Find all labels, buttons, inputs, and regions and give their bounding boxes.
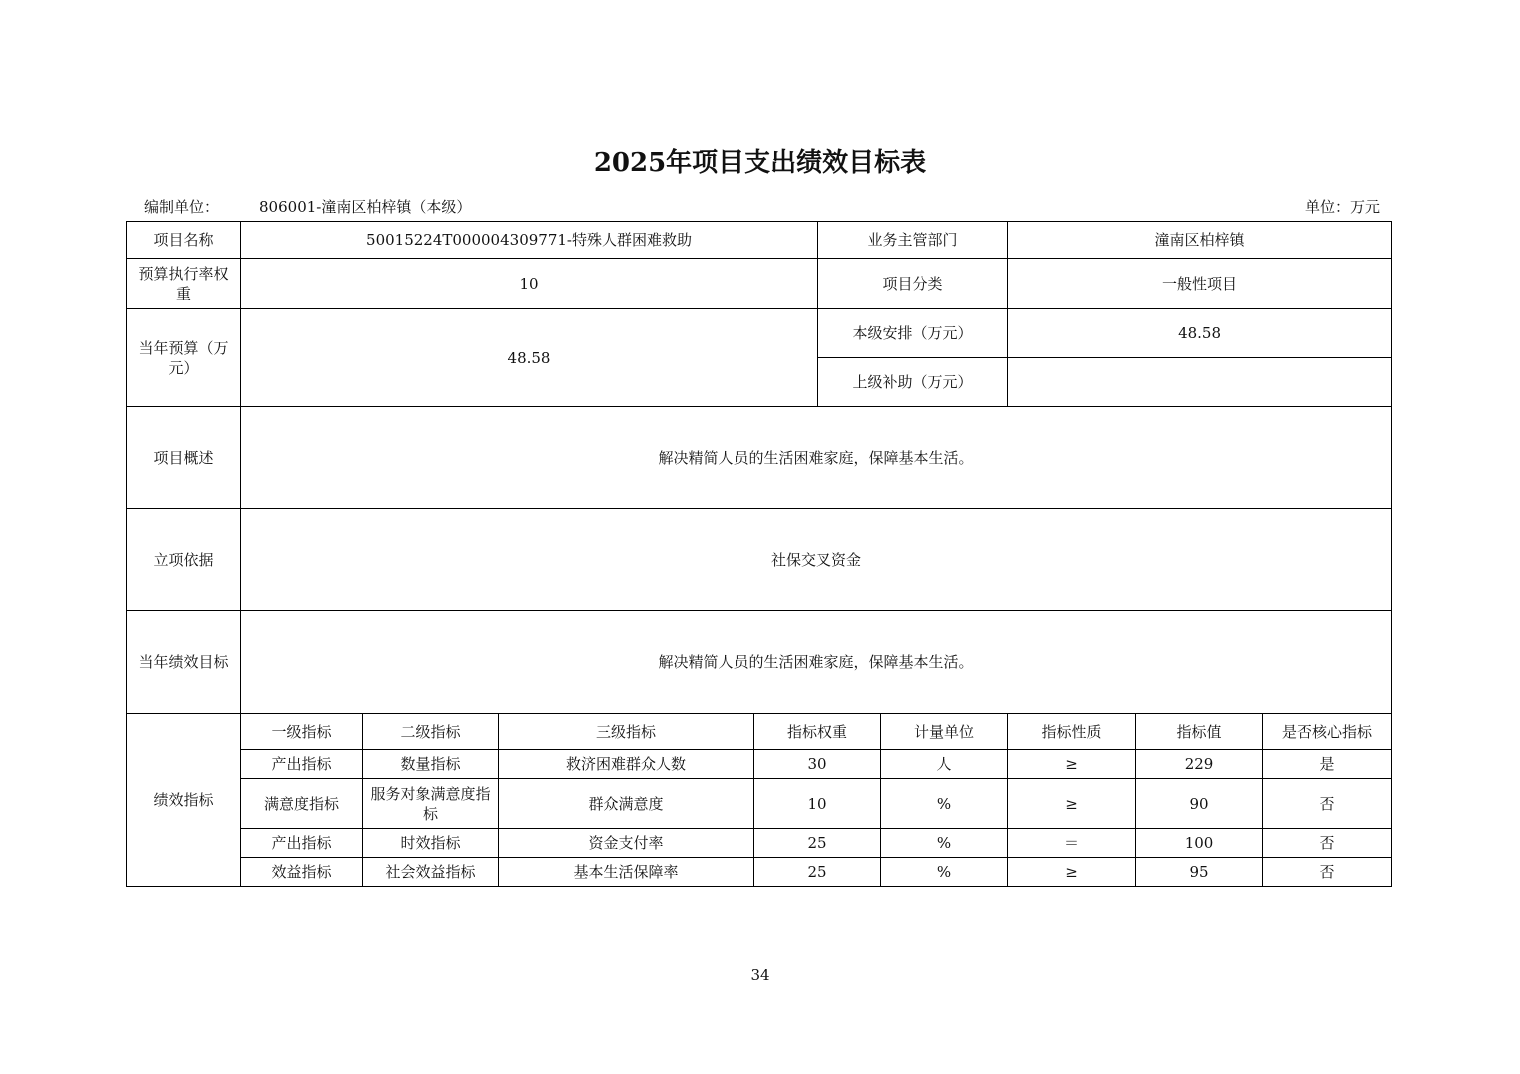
prepared-by-value: 806001-潼南区柏梓镇（本级）: [259, 198, 472, 216]
budget-value: 48.58: [241, 309, 818, 407]
perf-cell: ≥: [1008, 858, 1136, 887]
perf-cell: 否: [1263, 829, 1392, 858]
currency-unit: 单位：万元: [1304, 198, 1380, 216]
perf-cell: 人: [881, 750, 1008, 779]
perf-cell: 产出指标: [241, 829, 363, 858]
table-row: [127, 779, 1392, 829]
category-value: 一般性项目: [1008, 259, 1392, 309]
row-project-name: [127, 222, 1392, 259]
perf-cell: ≥: [1008, 779, 1136, 829]
perf-cell: 服务对象满意度指标: [363, 779, 499, 829]
weight-value: 10: [241, 259, 818, 309]
weight-label: 预算执行率权重: [127, 259, 241, 309]
perf-cell: 10: [754, 779, 881, 829]
perf-cell: 社会效益指标: [363, 858, 499, 887]
budget-label: 当年预算（万元）: [127, 309, 241, 407]
perf-cell: 是: [1263, 750, 1392, 779]
perf-header: 三级指标: [499, 714, 754, 750]
perf-cell: 25: [754, 858, 881, 887]
row-basis: [127, 509, 1392, 611]
perf-header: 指标性质: [1008, 714, 1136, 750]
perf-cell: ＝: [1008, 829, 1136, 858]
perf-header: 指标值: [1136, 714, 1263, 750]
table-row: [127, 858, 1392, 887]
perf-cell: 90: [1136, 779, 1263, 829]
perf-cell: 100: [1136, 829, 1263, 858]
local-value: 48.58: [1008, 309, 1392, 358]
basis-value: 社保交叉资金: [241, 509, 1392, 611]
perf-cell: %: [881, 779, 1008, 829]
perf-header: 二级指标: [363, 714, 499, 750]
row-goal: [127, 611, 1392, 714]
basis-label: 立项依据: [127, 509, 241, 611]
perf-cell: 救济困难群众人数: [499, 750, 754, 779]
perf-cell: %: [881, 829, 1008, 858]
perf-cell: ≥: [1008, 750, 1136, 779]
row-overview: [127, 407, 1392, 509]
perf-cell: 数量指标: [363, 750, 499, 779]
prepared-by: [144, 196, 471, 217]
row-budget: [127, 309, 1392, 358]
overview-label: 项目概述: [127, 407, 241, 509]
performance-table: [126, 221, 1392, 887]
perf-cell: 群众满意度: [499, 779, 754, 829]
dept-value: 潼南区柏梓镇: [1008, 222, 1392, 259]
project-name-value: 50015224T000004309771-特殊人群困难救助: [241, 222, 818, 259]
perf-cell: 25: [754, 829, 881, 858]
perf-cell: 229: [1136, 750, 1263, 779]
goal-label: 当年绩效目标: [127, 611, 241, 714]
prepared-by-label: 编制单位：: [144, 198, 220, 216]
perf-cell: 资金支付率: [499, 829, 754, 858]
perf-cell: 时效指标: [363, 829, 499, 858]
perf-header: 计量单位: [881, 714, 1008, 750]
project-name-label: 项目名称: [127, 222, 241, 259]
overview-value: 解决精简人员的生活困难家庭，保障基本生活。: [241, 407, 1392, 509]
perf-label: 绩效指标: [127, 714, 241, 887]
perf-header-row: [127, 714, 1392, 750]
perf-cell: 30: [754, 750, 881, 779]
perf-cell: 效益指标: [241, 858, 363, 887]
local-label: 本级安排（万元）: [818, 309, 1008, 358]
perf-header: 一级指标: [241, 714, 363, 750]
page-number: 34: [750, 966, 770, 984]
subsidy-label: 上级补助（万元）: [818, 358, 1008, 407]
perf-header: 是否核心指标: [1263, 714, 1392, 750]
perf-cell: 满意度指标: [241, 779, 363, 829]
category-label: 项目分类: [818, 259, 1008, 309]
perf-header: 指标权重: [754, 714, 881, 750]
perf-cell: %: [881, 858, 1008, 887]
perf-cell: 否: [1263, 858, 1392, 887]
perf-cell: 否: [1263, 779, 1392, 829]
perf-cell: 基本生活保障率: [499, 858, 754, 887]
goal-value: 解决精简人员的生活困难家庭，保障基本生活。: [241, 611, 1392, 714]
dept-label: 业务主管部门: [818, 222, 1008, 259]
table-row: [127, 750, 1392, 779]
table-row: [127, 829, 1392, 858]
perf-cell: 95: [1136, 858, 1263, 887]
page-title: 2025年项目支出绩效目标表: [593, 148, 927, 178]
perf-cell: 产出指标: [241, 750, 363, 779]
row-weight: [127, 259, 1392, 309]
subsidy-value: [1008, 358, 1392, 407]
